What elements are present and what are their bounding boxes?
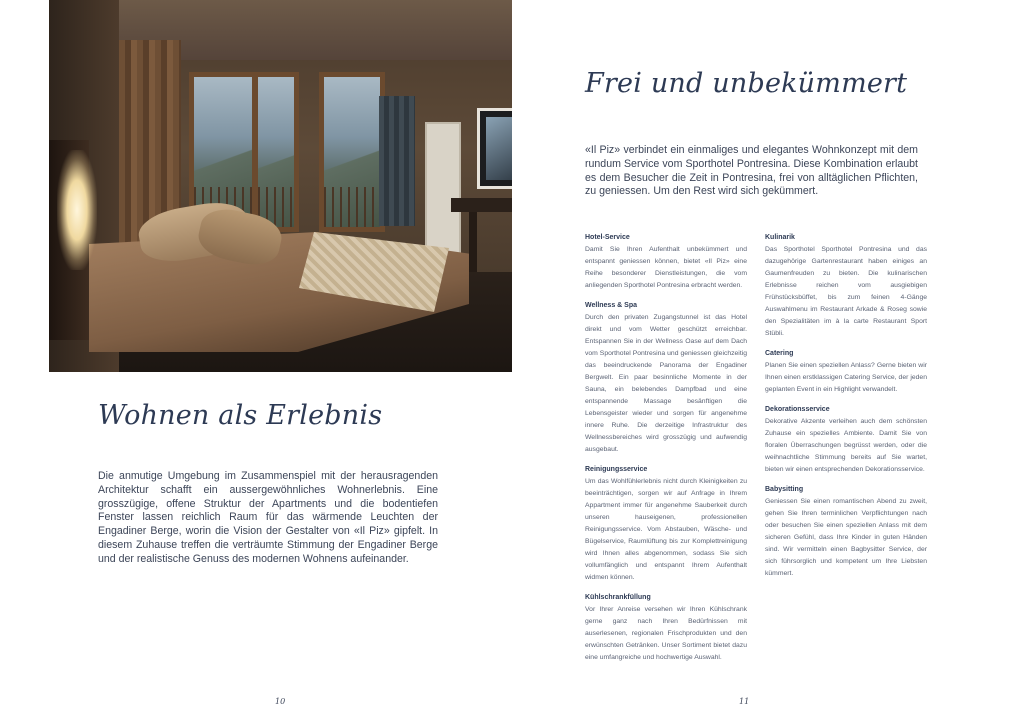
section-title: Reinigungsservice xyxy=(585,466,648,473)
section-title: Babysitting xyxy=(765,486,804,493)
section-text: Um das Wohlfühlerlebnis nicht durch Kleinigkeiten zu beeinträchtigen, sorgen wir auf Anfrage in Ihrem Appartment immer für angenehme Sauberkeit durch unseren hauseigenen, professionellen Reinigungsservice. Vom Abstauben, Wäsche- und Bügelservice, Raumlüftung bis zur Komplettreinigung wird Ihnen alles abgenommen, sodass Sie sich vollumfänglich und entspannt Ihrem Aufenthalt widmen können. xyxy=(585,478,747,581)
section-hotel-service xyxy=(585,232,747,292)
section-wellness-spa xyxy=(585,300,747,456)
page-heading-left: Wohnen als Erlebnis xyxy=(98,400,383,431)
section-text: Planen Sie einen speziellen Anlass? Gerne bieten wir Ihnen einen erstklassigen Catering Service, der jeden geplanten Event in ein Highlight verwandelt. xyxy=(765,362,927,393)
services-column-2 xyxy=(765,232,927,588)
page-number-left: 10 xyxy=(275,697,286,706)
section-reinigungsservice xyxy=(585,464,747,584)
section-title: Wellness & Spa xyxy=(585,302,638,309)
section-title: Dekorationsservice xyxy=(765,406,830,413)
right-page xyxy=(512,0,1024,724)
intro-paragraph-right: «Il Piz» verbindet ein einmaliges und elegantes Wohnkonzept mit dem rundum Service vom Sporthotel Pontresina. Diese Kombination erlaubt es dem Besucher die Zeit in Pontresina, frei von alltäglichen Pflichten, zu geniessen. Um den Rest wird sich gekümmert. xyxy=(585,144,918,198)
page-number-right: 11 xyxy=(739,697,750,706)
section-babysitting xyxy=(765,484,927,580)
page-heading-right: Frei und unbekümmert xyxy=(585,68,908,99)
section-text: Geniessen Sie einen romantischen Abend zu zweit, gehen Sie Ihren terminlichen Verpflichtungen nach oder besuchen Sie einen speziellen Anlass mit dem sicheren Gefühl, dass Ihre Kinder in guten Händen sind. Wir vermitteln einen Bagbysitter Service, der sich führsorglich und kompetent um Ihre Liebsten kümmert. xyxy=(765,498,927,577)
section-dekorationsservice xyxy=(765,404,927,476)
section-kuehlschrankfuellung xyxy=(585,592,747,664)
section-text: Vor Ihrer Anreise versehen wir Ihren Kühlschrank gerne ganz nach Ihren Bedürfnissen mit auserlesenen, regionalen Frischprodukten und den erwünschten Getränken. Unser Sortiment bietet dazu eine umfangreiche und hochwertige Auswahl. xyxy=(585,606,747,661)
section-kulinarik xyxy=(765,232,927,340)
intro-paragraph-left: Die anmutige Umgebung im Zusammenspiel mit der herausragenden Architektur schafft ein aussergewöhnliches Wohnerlebnis. Eine grosszügige, offene Struktur der Apartments und die bodentiefen Fenster lassen reichlich Raum für das wärmende Leuchten der Engadiner Berge, worin die Vision der Gestalter von «Il Piz» gipfelt. In diesem Zuhause treffen die verträumte Stimmung der Engadiner Berge und der realistische Genuss des modernen Wohnens aufeinander. xyxy=(98,470,438,565)
section-title: Catering xyxy=(765,350,794,357)
section-title: Kühlschrankfüllung xyxy=(585,594,651,601)
section-catering xyxy=(765,348,927,396)
section-text: Durch den privaten Zugangstunnel ist das Hotel direkt und vom Wetter geschützt erreichbar. Entspannen Sie in der Wellness Oase auf dem Dach vom Sporthotel Pontresina und geniessen gleichzeitig das beeindruckende Panorama der Engadiner Bergwelt. Ein paar besinnliche Momente in der Sauna, ein belebendes Dampfbad und eine entspannende Massage besänftigen die Lebensgeister wieder und sorgen für angenehme innere Ruhe. Die derzeitige Infrastruktur des Wellnessbereiches wird grosszügig und aufwendig ausgebaut. xyxy=(585,314,747,453)
section-title: Hotel-Service xyxy=(585,234,630,241)
services-column-1 xyxy=(585,232,747,672)
section-title: Kulinarik xyxy=(765,234,795,241)
section-text: Damit Sie Ihren Aufenthalt unbekümmert und entspannt geniessen können, bietet «Il Piz» eine Reihe besonderer Dienstleistungen, die vom anliegenden Sporthotel Pontresina erbracht werden. xyxy=(585,246,747,289)
bedroom-photo xyxy=(49,0,512,372)
section-text: Das Sporthotel Sporthotel Pontresina und das dazugehörige Gartenrestaurant haben einiges an Gaumenfreuden zu bieten. Die kulinarischen Erlebnisse reichen vom ausgiebigen Frühstücksbüffet, bis zum feinen 4-Gänge Auswahlmenu im Restaurant Arkade & Roseg sowie den Spezialitäten im à la carte Restaurant Sport Stübli. xyxy=(765,246,927,337)
section-text: Dekorative Akzente verleihen auch dem schönsten Zuhause ein spezielles Ambiente. Damit Sie von floralen Überraschungen begrüsst werden, oder die weihnachtliche Stimmung bereits auf Sie wartet, bieten wir einen entsprechenden Dekorationsservice. xyxy=(765,418,927,473)
